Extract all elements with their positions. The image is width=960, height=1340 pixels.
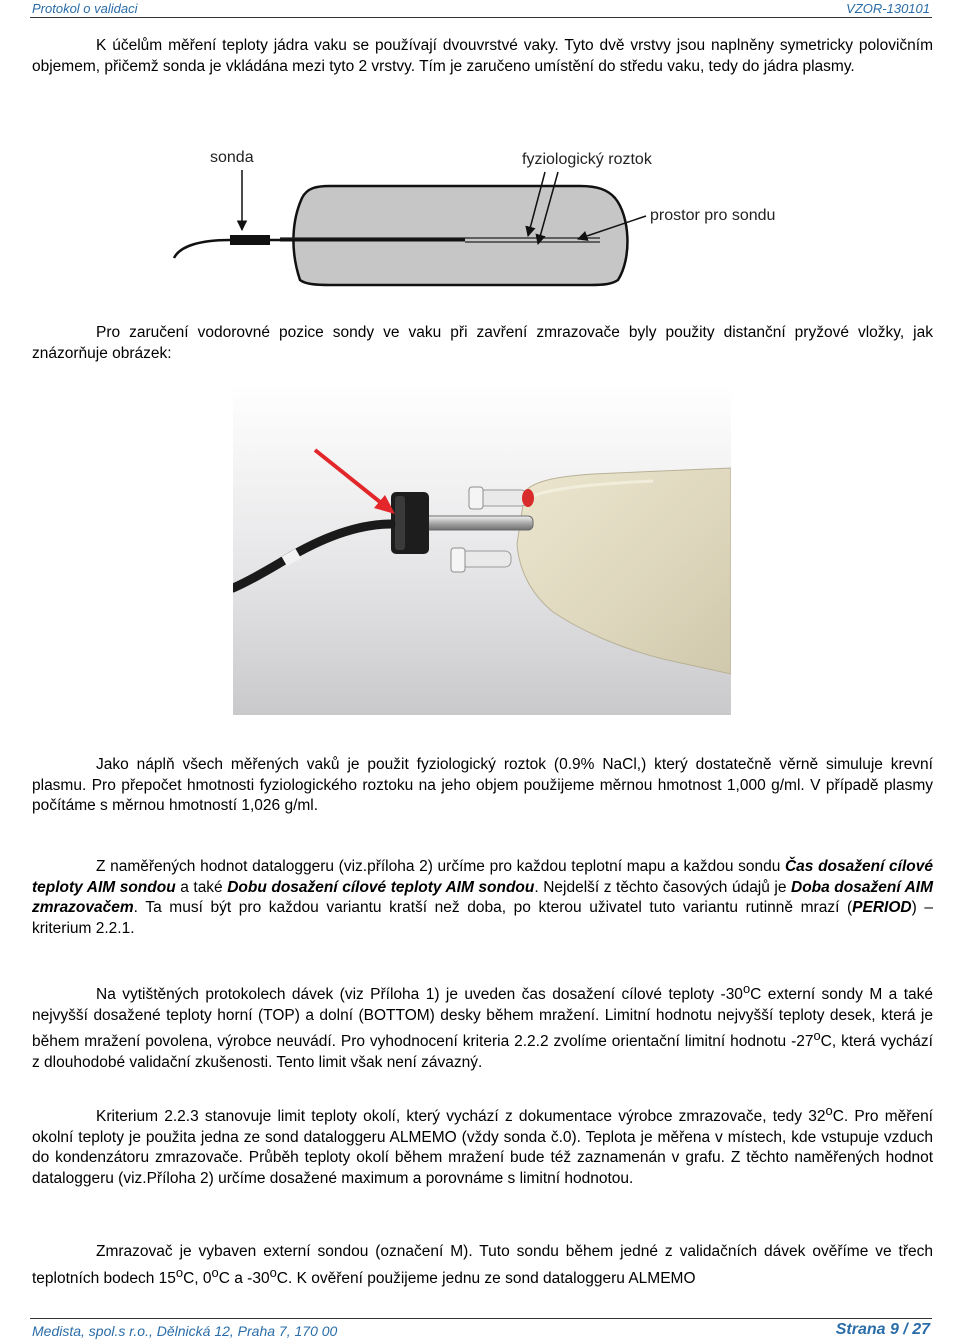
paragraph-text: Jako náplň všech měřených vaků je použit fyziologický roztok (0.9% NaCl,) který dostatečně věrně simuluje krevní plasmu. Pro přepočet hmotnosti fyziologického roztoku na jeho objem použijeme měrnou hmotnost 1,000 g/ml. V případě plasmy počítáme s měrnou hmotností 1,026 g/ml.	[32, 756, 933, 815]
page-header	[30, 0, 932, 18]
page-number: Strana 9 / 27	[835, 1321, 930, 1338]
term-period: PERIOD	[852, 899, 912, 917]
text-run: C, která vychází z dlouhodobé validační zkušenosti. Tento limit však není závazný.	[32, 1033, 933, 1072]
paragraph-protocols	[32, 979, 933, 1074]
paragraph-spacer-inserts	[32, 323, 933, 364]
term-doba-zmrazovacem: Doba dosažení AIM zmrazovačem	[32, 878, 933, 917]
degree-sup: o	[175, 1264, 184, 1280]
text-run: C a -30	[218, 1269, 270, 1287]
label-fyziologicky-roztok: fyziologický roztok	[522, 151, 652, 168]
page-footer	[30, 1318, 932, 1340]
text-run: . Ta musí být pro každou variantu kratší než doba, po kterou uživatel tuto variantu rutinně mrazí (	[133, 899, 853, 917]
degree-sup: o	[742, 981, 751, 996]
paragraph-double-layer-bags	[32, 36, 933, 77]
label-sonda: sonda	[210, 149, 254, 166]
company-address: Medista, spol.s r.o., Dělnická 12, Praha 7, 170 00	[32, 1323, 338, 1339]
paragraph-external-probe	[32, 1242, 933, 1289]
degree-sup: o	[813, 1028, 821, 1044]
text-run: Z naměřených hodnot dataloggeru (viz.příloha 2) určíme pro každou teplotní mapu a každou sondu	[96, 858, 785, 875]
text-run: C. K ověření použijeme jednu ze sond dataloggeru ALMEMO	[276, 1269, 696, 1287]
paragraph-aim-times	[32, 857, 933, 939]
text-run: Kriterium 2.2.3 stanovuje limit teploty okolí, který vychází z dokumentace výrobce zmrazovače, tedy 32	[96, 1108, 826, 1126]
degree-sup: o	[269, 1264, 277, 1280]
label-prostor-pro-sondu: prostor pro sondu	[650, 207, 776, 224]
paragraph-fill-solution	[32, 755, 933, 817]
port-top	[479, 490, 527, 506]
paragraph-text: Pro zaručení vodorovné pozice sondy ve vaku při zavření zmrazovače byly použity distanční pryžové vložky, jak znázorňuje obrázek:	[32, 324, 933, 362]
probe-rod	[423, 516, 533, 530]
bag-probe-diagram	[160, 140, 800, 300]
text-run: . Nejdelší z těchto časových údajů je	[534, 878, 792, 896]
degree-sup: o	[825, 1103, 833, 1118]
port-bottom	[461, 551, 511, 567]
term-cas-dosazeni: Čas dosažení cílové teploty AIM sondou	[32, 858, 933, 896]
text-run: Na vytištěných protokolech dávek (viz Příloha 1) je uveden čas dosažení cílové teploty -30	[96, 986, 743, 1004]
text-run: ) – kriterium 2.2.1.	[32, 899, 934, 937]
document-id: VZOR-130101	[846, 1, 930, 16]
paragraph-text: K účelům měření teploty jádra vaku se používají dvouvrstvé vaky. Tyto dvě vrstvy jsou naplněny symetricky polovičním objemem, přičemž sonda je vkládána mezi tyto 2 vrstvy. Tím je zaručeno umístění do středu vaku, tedy do jádra plasmy.	[32, 37, 933, 75]
probe-sleeve	[230, 235, 270, 245]
text-run: C externí sondy M a také nejvyšší dosažené teploty horní (TOP) a dolní (BOTTOM) desky během mražení. Limitní hodnotu nejvyšší teploty desek, která je během mražení povolena, výrobce neuvádí. Pro vyhodnocení kriteria 2.2.2 zvolíme orientační limitní hodnotu -27	[32, 986, 933, 1051]
text-run: Zmrazovač je vybaven externí sondou (označení M). Tuto sondu během jedné z validačních dávek ověříme ve třech teplotních bodech 15	[32, 1243, 933, 1287]
bag-outline	[293, 186, 627, 285]
degree-sup: o	[211, 1264, 219, 1280]
text-run: C. Pro měření okolní teploty je použita jedna ze sond dataloggeru ALMEMO (vždy sonda č.0). Teplota je měřena v místech, kde vstupuje vzduch do kondenzátoru zmrazovače. Průběh teploty okolí během mražení bude též zaznamenán v grafu. Z těchto naměřených hodnot dataloggeru (viz.Příloha 2) určíme dosažené maximum a porovnáme s limitní hodnotou.	[32, 1108, 933, 1187]
header-title: Protokol o validaci	[32, 1, 138, 16]
term-doba-dosazeni: Dobu dosažení cílové teploty AIM sondou	[227, 878, 535, 896]
text-run: a také	[175, 878, 228, 896]
text-run: C, 0	[183, 1269, 212, 1287]
paragraph-ambient-criterion	[32, 1101, 933, 1190]
bag-with-spacer-photo	[233, 384, 731, 715]
